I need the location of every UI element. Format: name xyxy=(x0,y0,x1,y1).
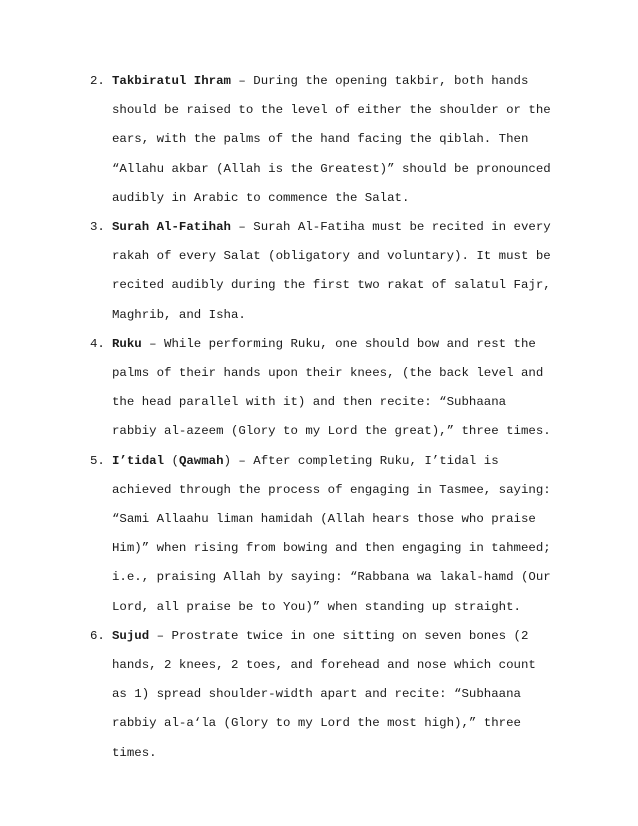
term-heading: Surah Al-Fatihah xyxy=(112,220,231,235)
text-segment: “Allahu akbar (Allah is the Greatest)” should be pronounced xyxy=(112,161,551,176)
text-line xyxy=(112,271,570,300)
list-item-text xyxy=(112,622,570,768)
text-line xyxy=(112,96,570,125)
list-item-text xyxy=(112,213,570,330)
text-line xyxy=(112,563,570,592)
text-segment: – Surah Al-Fatiha must be recited in every xyxy=(230,220,551,235)
text-line xyxy=(112,476,570,505)
text-line xyxy=(112,417,570,446)
text-line xyxy=(112,651,570,680)
text-line xyxy=(112,593,570,622)
text-line xyxy=(112,680,570,709)
text-segment: Lord, all praise be to You)” when standing up straight. xyxy=(112,599,521,614)
text-segment: ( xyxy=(164,453,179,468)
text-segment: as 1) spread shoulder-width apart and recite: “Subhaana xyxy=(112,687,521,702)
text-line xyxy=(112,534,570,563)
text-segment: the head parallel with it) and then recite: “Subhaana xyxy=(112,395,507,410)
list-item-text xyxy=(112,447,570,622)
term-heading: I’tidal xyxy=(112,453,165,468)
text-line xyxy=(112,359,570,388)
list-item xyxy=(90,213,570,330)
list-item xyxy=(90,622,570,768)
text-segment: Him)” when rising from bowing and then engaging in tahmeed; xyxy=(112,541,551,556)
list-item xyxy=(90,447,570,622)
text-line xyxy=(112,242,570,271)
list-item xyxy=(90,67,570,213)
text-segment: palms of their hands upon their knees, (the back level and xyxy=(112,366,544,381)
text-line xyxy=(112,330,570,359)
text-line xyxy=(112,447,570,476)
term-heading: Qawmah xyxy=(178,453,224,468)
text-segment: achieved through the process of engaging in Tasmee, saying: xyxy=(112,482,551,497)
text-line xyxy=(112,155,570,184)
term-heading: Takbiratul Ihram xyxy=(112,74,231,88)
numbered-list xyxy=(90,67,570,768)
list-item-number: 2. xyxy=(90,74,105,88)
text-line xyxy=(112,301,570,330)
list-item xyxy=(90,330,570,447)
text-line xyxy=(112,213,570,242)
text-segment: – During the opening takbir, both hands xyxy=(230,74,529,88)
text-line xyxy=(112,622,570,651)
text-line xyxy=(112,739,570,768)
text-segment: “Sami Allaahu liman hamidah (Allah hears those who praise xyxy=(112,512,536,527)
text-line xyxy=(112,388,570,417)
list-item-number: 6. xyxy=(90,628,105,643)
text-segment: – Prostrate twice in one sitting on seven bones (2 xyxy=(149,628,529,643)
text-segment: should be raised to the level of either the shoulder or the xyxy=(112,103,551,118)
text-line xyxy=(112,709,570,738)
list-item-text xyxy=(112,67,570,213)
list-item-number: 5. xyxy=(90,453,105,468)
text-segment: ears, with the palms of the hand facing the qiblah. Then xyxy=(112,132,529,147)
text-segment: rabbiy al-a‘la (Glory to my Lord the most high),” three xyxy=(112,716,521,731)
text-segment: rakah of every Salat (obligatory and voluntary). It must be xyxy=(112,249,551,264)
text-line xyxy=(112,184,570,213)
text-segment: times. xyxy=(112,745,157,760)
text-segment: – While performing Ruku, one should bow and rest the xyxy=(141,336,536,351)
list-item-text xyxy=(112,330,570,447)
term-heading: Ruku xyxy=(112,336,142,351)
term-heading: Sujud xyxy=(112,628,150,643)
text-segment: hands, 2 knees, 2 toes, and forehead and nose which count xyxy=(112,658,536,673)
text-segment: rabbiy al-azeem (Glory to my Lord the great),” three times. xyxy=(112,424,551,439)
text-segment: ) – After completing Ruku, I’tidal is xyxy=(223,453,499,468)
text-segment: recited audibly during the first two rakat of salatul Fajr, xyxy=(112,278,551,293)
text-segment: Maghrib, and Isha. xyxy=(112,307,246,322)
text-segment: i.e., praising Allah by saying: “Rabbana wa lakal-hamd (Our xyxy=(112,570,551,585)
text-line xyxy=(112,125,570,154)
text-line xyxy=(112,505,570,534)
text-line xyxy=(112,67,570,96)
text-segment: audibly in Arabic to commence the Salat. xyxy=(112,190,410,205)
list-item-number: 3. xyxy=(90,220,105,235)
list-item-number: 4. xyxy=(90,336,105,351)
